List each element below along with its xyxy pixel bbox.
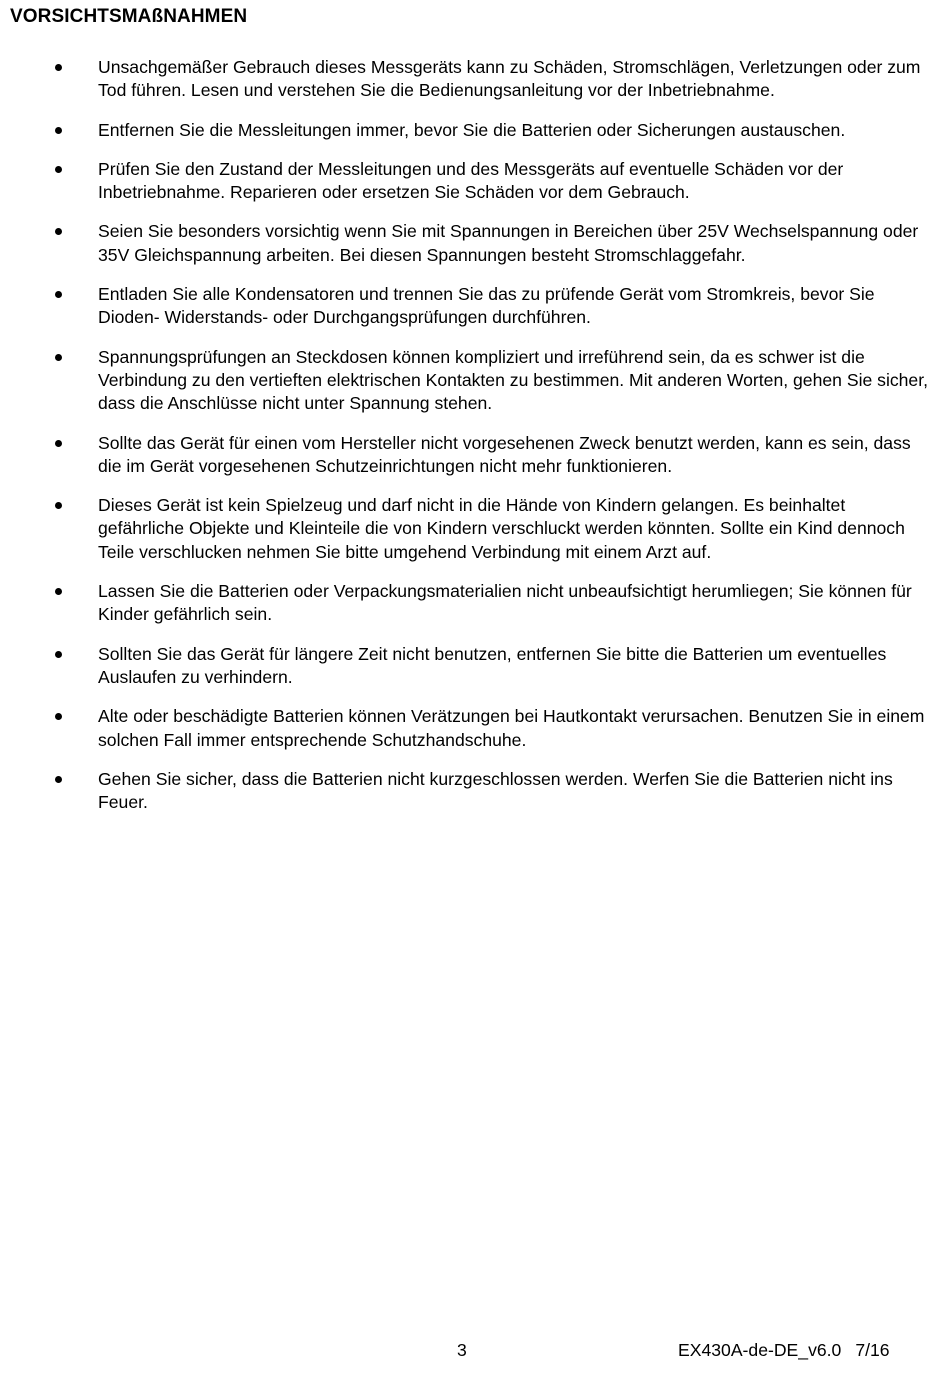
list-item [0, 283, 930, 330]
bullet-icon [55, 166, 62, 173]
list-item [0, 158, 930, 205]
list-item [0, 580, 930, 627]
bullet-icon [55, 440, 62, 447]
list-item-text: Lassen Sie die Batterien oder Verpackungsmaterialien nicht unbeaufsichtigt herumliegen; Sie können für Kinder gefährlich sein. [98, 581, 912, 625]
list-item-text: Entfernen Sie die Messleitungen immer, bevor Sie die Batterien oder Sicherungen austauschen. [98, 119, 846, 140]
list-item-text: Seien Sie besonders vorsichtig wenn Sie mit Spannungen in Bereichen über 25V Wechselspannung oder 35V Gleichspannung arbeiten. Bei diesen Spannungen besteht Stromschlaggefahr. [98, 221, 919, 265]
bullet-icon [55, 776, 62, 783]
list-item-text: Dieses Gerät ist kein Spielzeug und darf nicht in die Hände von Kindern gelangen. Es beinhaltet gefährliche Objekte und Kleinteile die von Kindern verschluckt werden könnten. Sollte ein Kind dennoch Teile verschlucken nehmen Sie bitte umgehend Verbindung mit einem Arzt auf. [98, 495, 905, 562]
page-of-total: 7/16 [855, 1340, 890, 1360]
list-item [0, 56, 930, 103]
bullet-icon [55, 502, 62, 509]
list-item [0, 494, 930, 564]
list-item-text: Sollten Sie das Gerät für längere Zeit nicht benutzen, entfernen Sie bitte die Batterien um eventuelles Auslaufen zu verhindern. [98, 643, 887, 687]
list-item [0, 643, 930, 690]
list-item-text: Prüfen Sie den Zustand der Messleitungen und des Messgeräts auf eventuelle Schäden vor der Inbetriebnahme. Reparieren oder ersetzen Sie Schäden vor dem Gebrauch. [98, 158, 844, 203]
list-item [0, 119, 930, 142]
bullet-icon [55, 588, 62, 595]
bullet-icon [55, 713, 62, 720]
list-item-text: Alte oder beschädigte Batterien können Verätzungen bei Hautkontakt verursachen. Benutzen Sie in einem solchen Fall immer entsprechende Schutzhandschuhe. [98, 706, 925, 750]
page-number: 3 [457, 1340, 467, 1360]
list-item-text: Sollte das Gerät für einen vom Hersteller nicht vorgesehenen Zweck benutzt werden, kann es sein, dass die im Gerät vorgesehenen Schutzeinrichtungen nicht mehr funktionieren. [98, 432, 911, 476]
list-item [0, 346, 930, 416]
list-item [0, 220, 930, 267]
list-item-text: Entladen Sie alle Kondensatoren und trennen Sie das zu prüfende Gerät vom Stromkreis, bevor Sie Dioden- Widerstands- oder Durchgangsprüfungen durchführen. [98, 284, 875, 328]
list-item [0, 705, 930, 752]
bullet-icon [55, 291, 62, 298]
bullet-icon [55, 228, 62, 235]
list-item-text: Unsachgemäßer Gebrauch dieses Messgeräts kann zu Schäden, Stromschlägen, Verletzungen oder zum Tod führen. Lesen und verstehen Sie die Bedienungsanleitung vor der Inbetriebnahme. [98, 57, 921, 101]
document-code: EX430A-de-DE_v6.0 [678, 1340, 842, 1360]
list-item [0, 432, 930, 479]
bullet-icon [55, 64, 62, 71]
bullet-icon [55, 651, 62, 658]
page-heading: VORSICHTSMAßNAHMEN [10, 6, 248, 27]
list-item-text: Spannungsprüfungen an Steckdosen können kompliziert und irreführend sein, da es schwer ist die Verbindung zu den vertieften elektrischen Kontakten zu bestimmen. Mit anderen Worten, gehen Sie sicher, dass die Anschlüsse nicht unter Spannung stehen. [98, 346, 928, 414]
precautions-list [0, 56, 930, 830]
bullet-icon [55, 127, 62, 134]
list-item-text: Gehen Sie sicher, dass die Batterien nicht kurzgeschlossen werden. Werfen Sie die Batterien nicht ins Feuer. [98, 768, 893, 813]
document-code-footer [678, 1339, 890, 1361]
list-item [0, 768, 930, 815]
bullet-icon [55, 354, 62, 361]
